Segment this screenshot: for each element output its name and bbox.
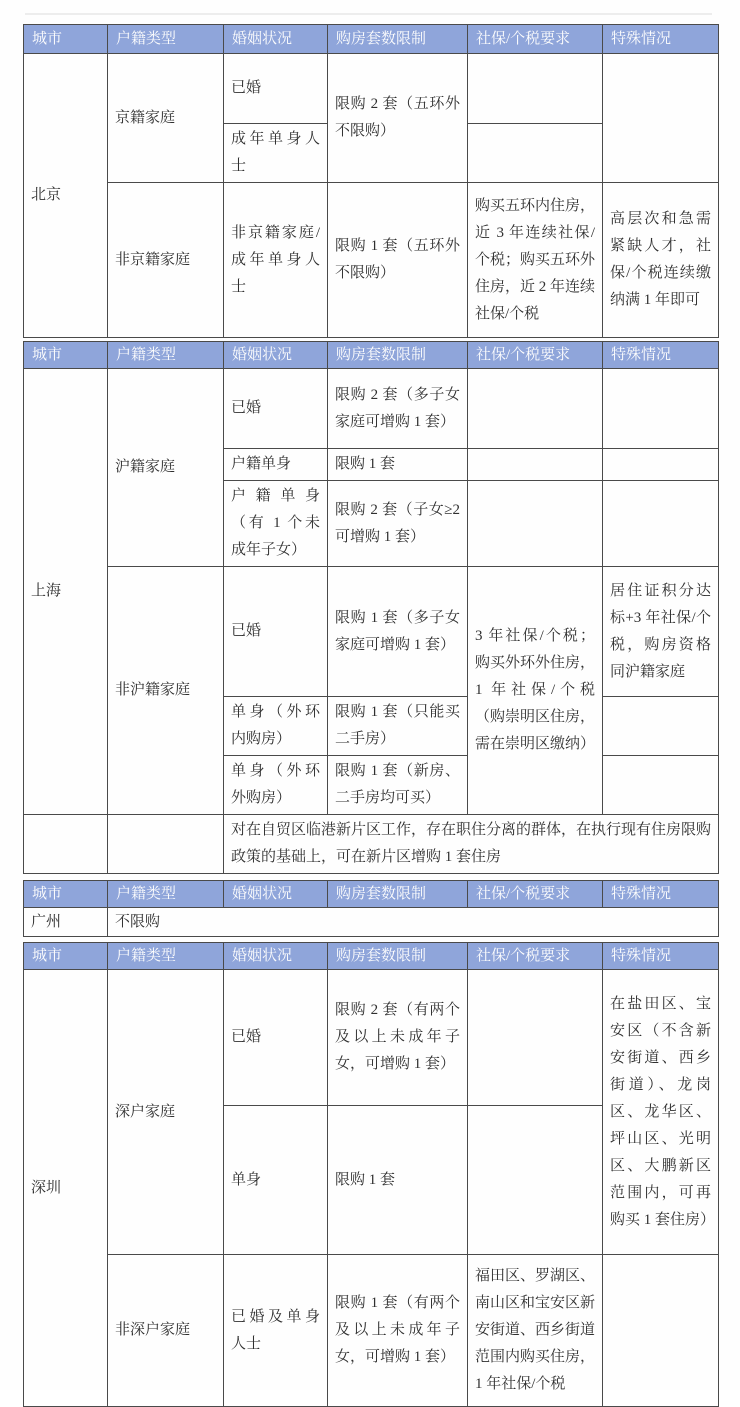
- cell-shanghai-nonlocal-special: 居住证积分达标+3 年社保/个税，购房资格同沪籍家庭: [603, 567, 719, 697]
- empty-cell: [603, 1255, 719, 1407]
- cell-shanghai-married-limit: 限购 2 套（多子女家庭可增购 1 套）: [328, 369, 468, 449]
- cell-city-beijing: 北京: [24, 54, 108, 338]
- col-header-hukou-type: 户籍类型: [108, 25, 224, 54]
- col-header-hukou-type: 户籍类型: [108, 943, 224, 970]
- cell-shanghai-lingang-note: 对在自贸区临港新片区工作，存在职住分离的群体，在执行现有住房限购政策的基础上，可在新片区增购 1 套住房: [224, 815, 719, 874]
- col-header-purchase-limit: 购房套数限制: [328, 342, 468, 369]
- col-header-special-cases: 特殊情况: [603, 881, 719, 908]
- cell-shenzhen-single: 单身: [224, 1106, 328, 1255]
- col-header-city: 城市: [24, 881, 108, 908]
- shanghai-policy-table: [23, 341, 719, 874]
- empty-cell: [603, 697, 719, 756]
- cell-shanghai-single-inner-ring: 单身（外环内购房）: [224, 697, 328, 756]
- table-row: [24, 369, 719, 449]
- header-row: [24, 881, 719, 908]
- cell-shanghai-nonlocal-married: 已婚: [224, 567, 328, 697]
- table-row: [24, 183, 719, 338]
- empty-cell: [603, 369, 719, 449]
- cell-shanghai-single-inner-limit: 限购 1 套（只能买二手房）: [328, 697, 468, 756]
- col-header-marital-status: 婚姻状况: [224, 881, 328, 908]
- col-header-city: 城市: [24, 25, 108, 54]
- col-header-social-security: 社保/个税要求: [468, 342, 603, 369]
- cell-beijing-nonlocal-marital: 非京籍家庭/成年单身人士: [224, 183, 328, 338]
- cell-shanghai-nonlocal-married-limit: 限购 1 套（多子女家庭可增购 1 套）: [328, 567, 468, 697]
- col-header-city: 城市: [24, 943, 108, 970]
- col-header-purchase-limit: 购房套数限制: [328, 881, 468, 908]
- empty-cell: [603, 481, 719, 567]
- col-header-hukou-type: 户籍类型: [108, 342, 224, 369]
- cell-shenzhen-nonlocal-hukou: 非深户家庭: [108, 1255, 224, 1407]
- cell-shanghai-single-outer-limit: 限购 1 套（新房、二手房均可买）: [328, 756, 468, 815]
- cell-shenzhen-nonlocal-marital: 已婚及单身人士: [224, 1255, 328, 1407]
- cell-beijing-married: 已婚: [224, 54, 328, 124]
- cell-shanghai-single-child-limit: 限购 2 套（子女≥2 可增购 1 套）: [328, 481, 468, 567]
- cell-beijing-local-limit: 限购 2 套（五环外不限购）: [328, 54, 468, 183]
- empty-cell: [468, 124, 603, 183]
- guangzhou-policy-table: [23, 880, 719, 937]
- cell-beijing-nonlocal-hukou: 非京籍家庭: [108, 183, 224, 338]
- cell-shenzhen-married-limit: 限购 2 套（有两个及以上未成年子女，可增购 1 套）: [328, 970, 468, 1106]
- col-header-social-security: 社保/个税要求: [468, 25, 603, 54]
- cell-shenzhen-nonlocal-social: 福田区、罗湖区、南山区和宝安区新安街道、西乡街道范围内购买住房，1 年社保/个税: [468, 1255, 603, 1407]
- empty-cell: [24, 815, 108, 874]
- empty-cell: [108, 815, 224, 874]
- cell-city-guangzhou: 广州: [24, 908, 108, 937]
- cell-shanghai-nonlocal-social: 3 年社保/个税；购买外环外住房，1 年社保/个税（购崇明区住房，需在崇明区缴纳）: [468, 567, 603, 815]
- cell-beijing-nonlocal-social: 购买五环内住房，近 3 年连续社保/个税；购买五环外住房，近 2 年连续社保/个税: [468, 183, 603, 338]
- cell-shanghai-single-child: 户籍单身（有 1 个未成年子女）: [224, 481, 328, 567]
- header-row: [24, 943, 719, 970]
- cell-shanghai-local-hukou: 沪籍家庭: [108, 369, 224, 567]
- col-header-special-cases: 特殊情况: [603, 25, 719, 54]
- col-header-purchase-limit: 购房套数限制: [328, 943, 468, 970]
- cell-beijing-nonlocal-special: 高层次和急需紧缺人才，社保/个税连续缴纳满 1 年即可: [603, 183, 719, 338]
- col-header-marital-status: 婚姻状况: [224, 943, 328, 970]
- cell-beijing-nonlocal-limit: 限购 1 套（五环外不限购）: [328, 183, 468, 338]
- cell-shanghai-married: 已婚: [224, 369, 328, 449]
- cell-shenzhen-local-hukou: 深户家庭: [108, 970, 224, 1255]
- cell-shenzhen-married: 已婚: [224, 970, 328, 1106]
- empty-cell: [468, 970, 603, 1106]
- empty-cell: [603, 54, 719, 183]
- cell-shanghai-nonlocal-hukou: 非沪籍家庭: [108, 567, 224, 815]
- empty-cell: [468, 449, 603, 481]
- table-row: [24, 54, 719, 124]
- col-header-social-security: 社保/个税要求: [468, 943, 603, 970]
- table-row: [24, 1255, 719, 1407]
- col-header-purchase-limit: 购房套数限制: [328, 25, 468, 54]
- cell-beijing-local-hukou: 京籍家庭: [108, 54, 224, 183]
- shenzhen-policy-table: [23, 942, 719, 1407]
- table-row: [24, 970, 719, 1106]
- cell-shenzhen-local-special: 在盐田区、宝安区（不含新安街道、西乡街道）、龙岗区、龙华区、坪山区、光明区、大鹏新区范围内，可再购买 1 套住房）: [603, 970, 719, 1255]
- col-header-marital-status: 婚姻状况: [224, 25, 328, 54]
- cell-shanghai-single: 户籍单身: [224, 449, 328, 481]
- col-header-social-security: 社保/个税要求: [468, 881, 603, 908]
- cell-city-shenzhen: 深圳: [24, 970, 108, 1407]
- table-row: [24, 567, 719, 697]
- cell-shenzhen-nonlocal-limit: 限购 1 套（有两个及以上未成年子女，可增购 1 套）: [328, 1255, 468, 1407]
- table-row: [24, 908, 719, 937]
- col-header-city: 城市: [24, 342, 108, 369]
- col-header-marital-status: 婚姻状况: [224, 342, 328, 369]
- col-header-special-cases: 特殊情况: [603, 342, 719, 369]
- cell-shenzhen-single-limit: 限购 1 套: [328, 1106, 468, 1255]
- cell-shanghai-single-limit: 限购 1 套: [328, 449, 468, 481]
- empty-cell: [603, 756, 719, 815]
- cell-beijing-adult-single: 成年单身人士: [224, 124, 328, 183]
- cell-city-shanghai: 上海: [24, 369, 108, 815]
- empty-cell: [468, 481, 603, 567]
- table-row: [24, 815, 719, 874]
- header-row: [24, 342, 719, 369]
- empty-cell: [603, 449, 719, 481]
- page-edge-artifact: [25, 13, 712, 15]
- col-header-hukou-type: 户籍类型: [108, 881, 224, 908]
- col-header-special-cases: 特殊情况: [603, 943, 719, 970]
- header-row: [24, 25, 719, 54]
- beijing-policy-table: [23, 24, 719, 338]
- cell-shanghai-single-outer-ring: 单身（外环外购房）: [224, 756, 328, 815]
- cell-guangzhou-policy: 不限购: [108, 908, 719, 937]
- empty-cell: [468, 54, 603, 124]
- empty-cell: [468, 369, 603, 449]
- empty-cell: [468, 1106, 603, 1255]
